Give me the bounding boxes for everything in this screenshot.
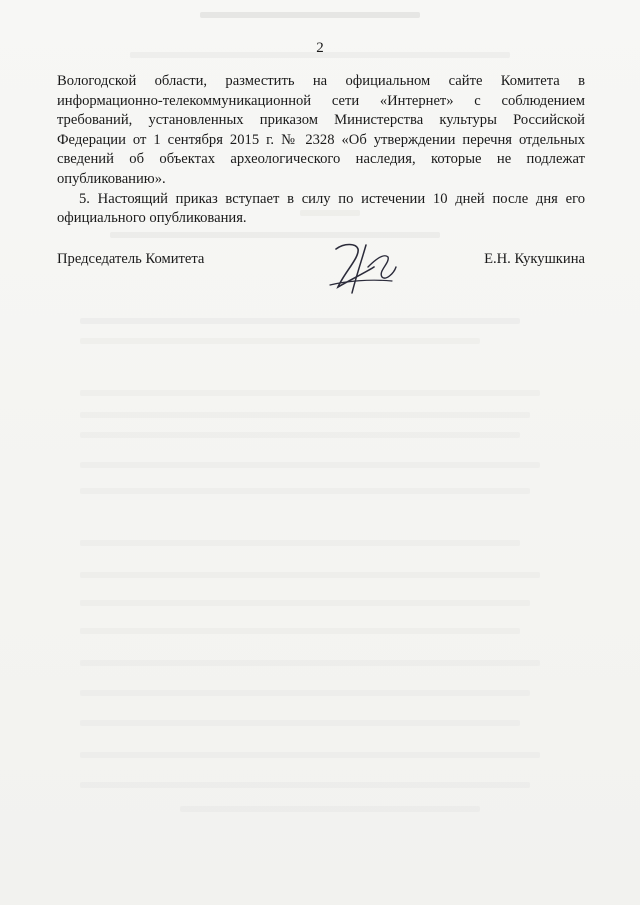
bleed-through-line [80,572,540,578]
document-body [57,72,585,229]
handwritten-signature-icon [322,237,402,299]
bleed-through-line [80,412,530,418]
bleed-through-line [80,540,520,546]
signatory-name: Е.Н. Кукушкина [484,251,585,267]
bleed-through-line [80,628,520,634]
bleed-through-line [80,432,520,438]
body-paragraph: Вологодской области, разместить на официальном сайте Комитета в информационно-телекоммуникационной сети «Интернет» с соблюдением требований, установленных приказом Министерства культуры Российской Федерации от 1 сентября 2015 г. № 2328 «Об утверждении перечня отдельных сведений об объектах археологического наследия, которые не подлежат опубликованию». [57,73,585,187]
bleed-through-line [80,600,530,606]
signature-block [57,245,585,305]
bleed-through-line [200,12,420,18]
body-paragraph: 5. Настоящий приказ вступает в силу по истечении 10 дней после дня его официального опубликования. [57,190,585,227]
bleed-through-line [80,318,520,324]
bleed-through-line [80,782,530,788]
bleed-through-line [80,462,540,468]
bleed-through-line [80,390,540,396]
bleed-through-line [80,338,480,344]
signatory-title: Председатель Комитета [57,251,205,267]
bleed-through-line [80,660,540,666]
bleed-through-line [80,720,520,726]
bleed-through-line [80,488,530,494]
bleed-through-line [80,752,540,758]
bleed-through-line [80,690,530,696]
page-number: 2 [316,40,324,56]
bleed-through-line [180,806,480,812]
